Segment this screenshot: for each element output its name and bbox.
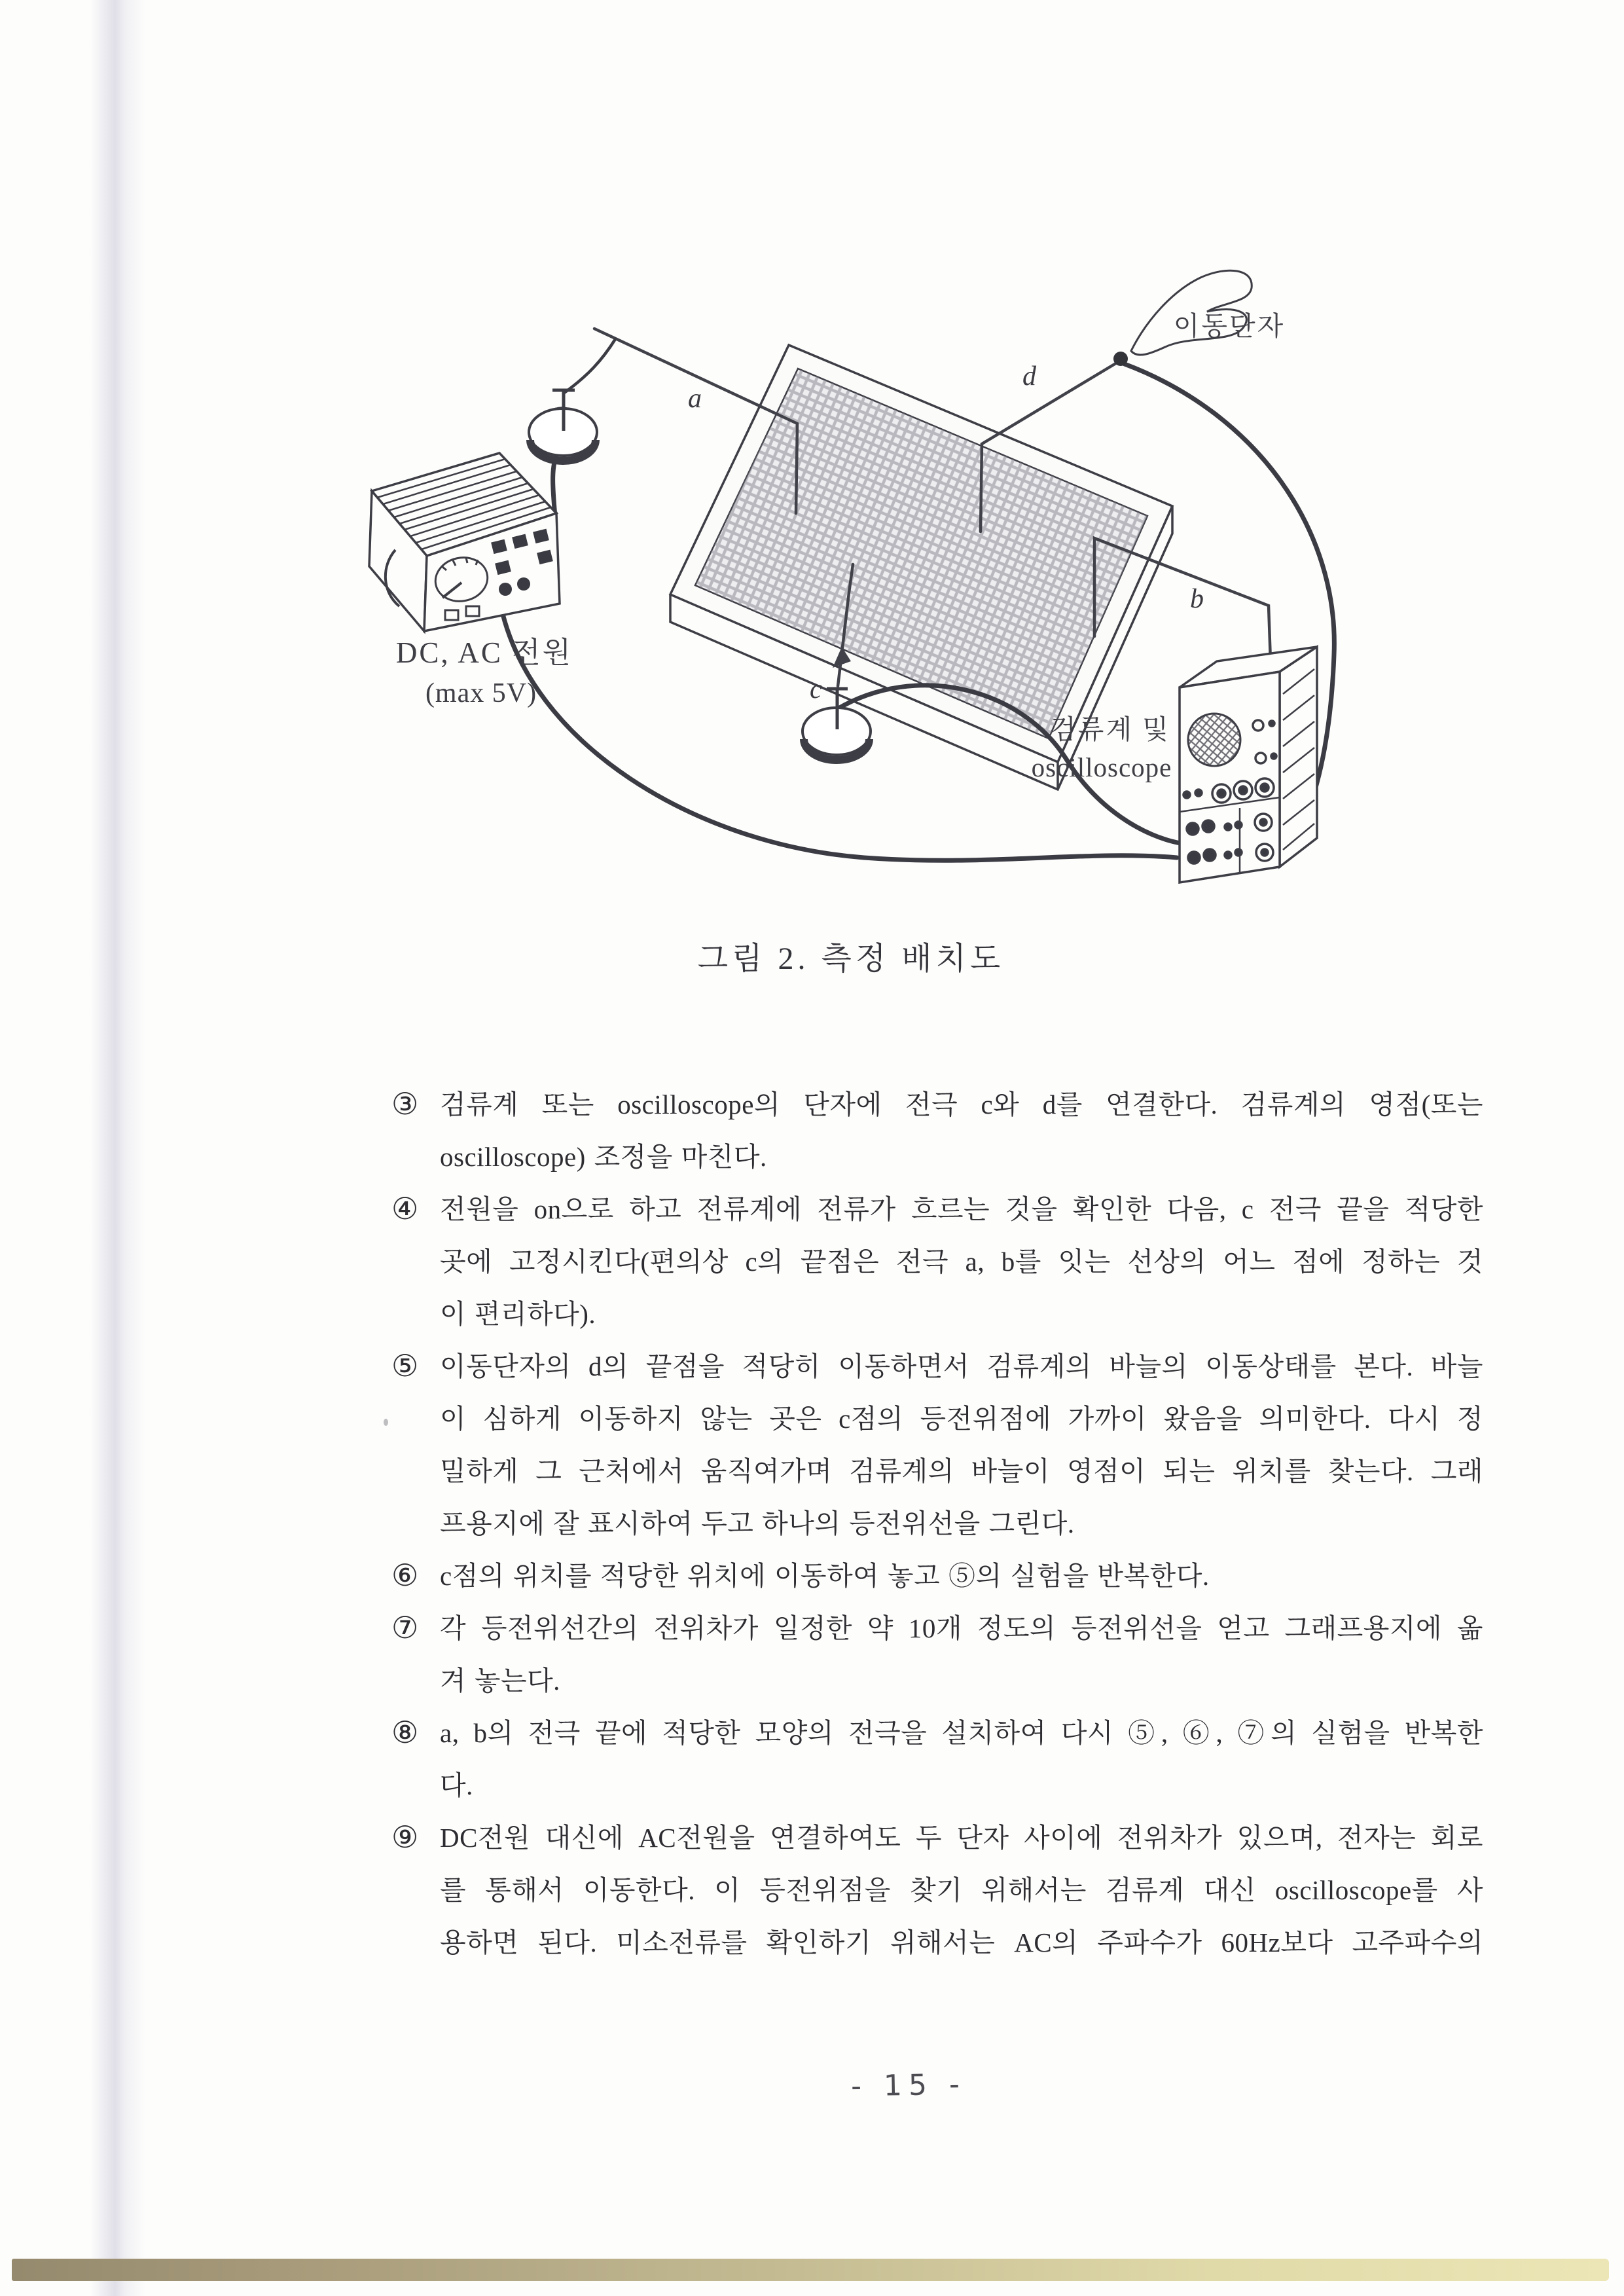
- instruction-item-3: [391, 1078, 1483, 1183]
- body-line: 겨 놓는다.: [440, 1666, 560, 1696]
- item-number: ③: [391, 1087, 419, 1121]
- body-line: 각 등전위선간의 전위차가 일정한 약 10개 정도의 등전위선을 얻고 그래프용지에 옮: [440, 1613, 1483, 1643]
- scan-artifact-dot: [384, 1419, 388, 1426]
- item-number: ⑨: [391, 1821, 419, 1854]
- instructions-list: [391, 1078, 1483, 1969]
- wire-a-jumper: [564, 339, 615, 393]
- body-line: DC전원 대신에 AC전원을 연결하여도 두 단자 사이에 전위차가 있으며, 전자는 회로: [440, 1823, 1483, 1853]
- body-line: 곳에 고정시킨다(편의상 c의 끝점은 전극 a, b를 잇는 선상의 어느 점에 정하는 것: [440, 1247, 1483, 1277]
- body-line: 밀하게 그 근처에서 움직여가며 검류계의 바늘이 영점이 되는 위치를 찾는다. 그래: [440, 1456, 1483, 1486]
- galvanometer-label-line1: 검류계 및: [1050, 714, 1170, 744]
- instruction-item-6: [391, 1550, 1483, 1602]
- body-line: c점의 위치를 적당한 위치에 이동하여 놓고 ⑤의 실험을 반복한다.: [440, 1561, 1210, 1591]
- electrode-label-c: c: [810, 674, 822, 704]
- figure-drawing: [327, 236, 1388, 890]
- body-line: 프용지에 잘 표시하여 두고 하나의 등전위선을 그린다.: [440, 1508, 1075, 1539]
- item-number: ⑦: [391, 1611, 419, 1645]
- body-line: 전원을 on으로 하고 전류계에 전류가 흐르는 것을 확인한 다음, c 전극 끝을 적당한: [440, 1194, 1483, 1224]
- instruction-item-8: [391, 1707, 1483, 1812]
- body-line: 를 통해서 이동한다. 이 등전위점을 찾기 위해서는 검류계 대신 oscilloscope를 사: [440, 1875, 1483, 1905]
- galvanometer-label-line2: oscilloscope: [1031, 752, 1172, 782]
- figure-caption: 그림 2. 측정 배치도: [697, 941, 1005, 976]
- page-fold-shadow: [90, 0, 145, 2296]
- moving-terminal-label: 이동단자: [1173, 311, 1286, 341]
- electrode-label-b: b: [1190, 584, 1204, 614]
- oscilloscope: [1180, 647, 1317, 883]
- item-number: ⑥: [391, 1559, 419, 1592]
- body-line: 이 편리하다).: [440, 1299, 596, 1329]
- power-supply: [369, 453, 560, 631]
- item-number: ④: [391, 1192, 419, 1226]
- disc-a: [529, 389, 597, 461]
- body-line: oscilloscope) 조정을 마친다.: [440, 1142, 767, 1172]
- body-line: 이동단자의 d의 끝점을 적당히 이동하면서 검류계의 바늘의 이동상태를 본다. 바늘: [440, 1351, 1483, 1381]
- body-line: a, b의 전극 끝에 적당한 모양의 전극을 설치하여 다시 ⑤, ⑥, ⑦의 실험을 반복한: [440, 1718, 1483, 1748]
- scan-book-edge: [12, 2259, 1609, 2281]
- electrode-label-d: d: [1022, 361, 1036, 392]
- body-line: 다.: [440, 1770, 473, 1800]
- item-number: ⑧: [391, 1716, 419, 1749]
- instruction-item-5: [391, 1340, 1483, 1550]
- page-number: - 15 -: [850, 2068, 967, 2104]
- electrode-label-a: a: [688, 384, 702, 414]
- power-supply-label-line2: (max 5V): [425, 678, 537, 708]
- body-line: 검류계 또는 oscilloscope의 단자에 전극 c와 d를 연결한다. 검류계의 영점(또는: [440, 1089, 1483, 1120]
- instruction-item-7: [391, 1602, 1483, 1707]
- instruction-item-4: [391, 1183, 1483, 1340]
- scope-screen: [1188, 714, 1240, 766]
- power-supply-label-line1: DC, AC 전원: [395, 636, 573, 669]
- item-number: ⑤: [391, 1349, 419, 1383]
- measurement-setup-figure: [327, 236, 1388, 890]
- body-line: 용하면 된다. 미소전류를 확인하기 위해서는 AC의 주파수가 60Hz보다 고주파수의: [440, 1927, 1483, 1958]
- body-line: 이 심하게 이동하지 않는 곳은 c점의 등전위점에 가까이 왔음을 의미한다. 다시 정: [440, 1404, 1483, 1434]
- instruction-item-9: [391, 1812, 1483, 1969]
- probe-contact-dot: [1113, 352, 1128, 366]
